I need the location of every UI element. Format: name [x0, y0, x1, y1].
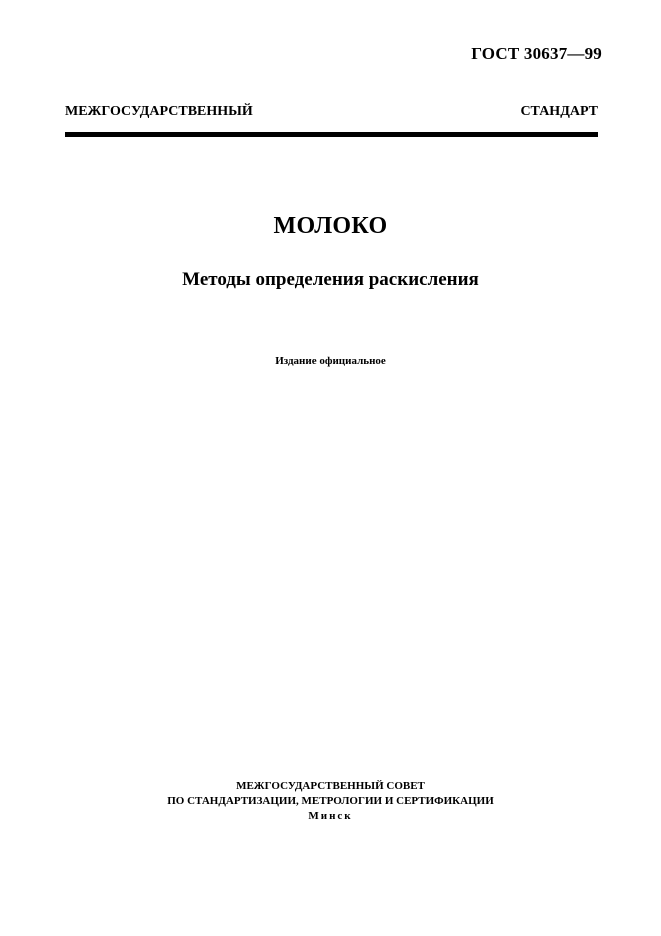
publisher-line-1: МЕЖГОСУДАРСТВЕННЫЙ СОВЕТ [236, 780, 425, 792]
document-code: ГОСТ 30637—99 [471, 44, 602, 63]
publisher-city: Минск [308, 810, 353, 822]
publisher-block [0, 779, 661, 824]
header-divider [65, 132, 598, 137]
standard-type-text: МЕЖГОСУДАРСТВЕННЫЙ СТАНДАРТ [65, 104, 598, 119]
publisher-line-2: ПО СТАНДАРТИЗАЦИИ, МЕТРОЛОГИИ И СЕРТИФИКАЦИИ [167, 795, 494, 807]
document-title: МОЛОКО [273, 213, 388, 239]
edition-note: Издание официальное [275, 355, 386, 367]
document-subtitle: Методы определения раскисления [182, 269, 479, 290]
standard-type-heading [65, 104, 598, 120]
